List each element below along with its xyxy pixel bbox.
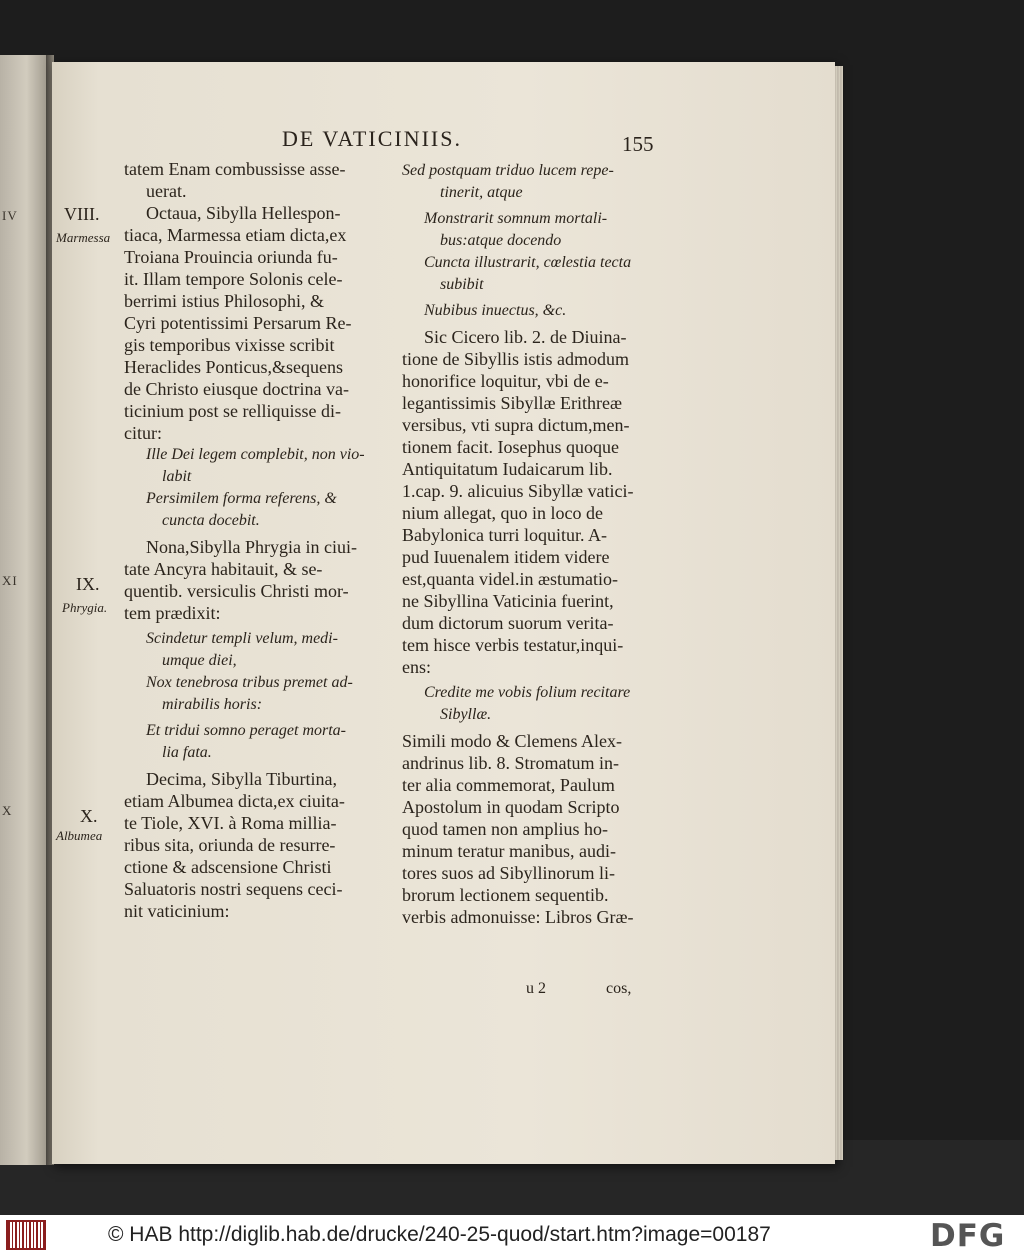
text-line: dum dictorum suorum verita- xyxy=(402,613,614,633)
text-line: Persimilem forma referens, & xyxy=(146,490,337,507)
text-line: quentib. versiculis Christi mor- xyxy=(124,581,349,601)
text-line: Monstrarit somnum mortali- xyxy=(424,210,608,227)
text-line: tem hisce verbis testatur,inqui- xyxy=(402,635,624,655)
text-line: bus:atque docendo xyxy=(440,232,562,249)
text-line: honorifice loquitur, vbi de e- xyxy=(402,371,609,391)
text-line: tatem Enam combussisse asse- xyxy=(124,159,346,179)
text-line: Cuncta illustrarit, cœlestia tecta xyxy=(424,254,632,271)
text-line: Babylonica turri loquitur. A- xyxy=(402,525,607,545)
text-line: Octaua, Sibylla Hellespon- xyxy=(146,203,341,223)
text-line: cuncta docebit. xyxy=(162,512,260,529)
facing-page-edge xyxy=(0,55,48,1165)
text-line: berrimi istius Philosophi, & xyxy=(124,291,325,311)
text-line: mirabilis horis: xyxy=(162,696,263,713)
text-line: nium allegat, quo in loco de xyxy=(402,503,603,523)
text-line: labit xyxy=(162,468,192,485)
text-line: lia fata. xyxy=(162,744,212,761)
facing-page-fragment: IV xyxy=(2,208,18,223)
text-line: Antiquitatum Iudaicarum lib. xyxy=(402,459,613,479)
text-line: Sic Cicero lib. 2. de Diuina- xyxy=(424,327,627,347)
dfg-logo: DFG xyxy=(930,1218,1006,1254)
text-line: tem prædixit: xyxy=(124,603,221,623)
text-line: citur: xyxy=(124,423,162,443)
facing-page-fragment: XI xyxy=(2,573,18,588)
text-line: Troiana Prouincia oriunda fu- xyxy=(124,247,338,267)
margin-number-ix: IX. xyxy=(76,574,100,594)
text-line: Cyri potentissimi Persarum Re- xyxy=(124,313,352,333)
text-line: andrinus lib. 8. Stromatum in- xyxy=(402,753,619,773)
margin-name-phrygia: Phrygia. xyxy=(62,600,108,615)
text-line: brorum lectionem sequentib. xyxy=(402,885,609,905)
text-line: de Christo eiusque doctrina va- xyxy=(124,379,349,399)
text-line: it. Illam tempore Solonis cele- xyxy=(124,269,343,289)
text-line: tionem facit. Iosephus quoque xyxy=(402,437,619,457)
facing-page-fragment: X xyxy=(2,803,13,818)
text-line: Nubibus inuectus, &c. xyxy=(424,302,567,319)
text-line: verbis admonuisse: Libros Græ- xyxy=(402,907,634,927)
margin-number-viii: VIII. xyxy=(64,204,100,224)
margin-number-x: X. xyxy=(80,806,98,826)
text-line: ribus sita, oriunda de resurre- xyxy=(124,835,336,855)
text-line: Decima, Sibylla Tiburtina, xyxy=(146,769,337,789)
text-line: legantissimis Sibyllæ Erithreæ xyxy=(402,393,622,413)
page-number: 155 xyxy=(622,132,654,156)
text-line: pud Iuuenalem itidem videre xyxy=(402,547,610,567)
text-line: gis temporibus vixisse scribit xyxy=(124,335,335,355)
text-line: Apostolum in quodam Scripto xyxy=(402,797,620,817)
text-line: tiaca, Marmessa etiam dicta,ex xyxy=(124,225,347,245)
text-line: versibus, vti supra dictum,men- xyxy=(402,415,630,435)
text-line: Et tridui somno peraget morta- xyxy=(146,722,346,739)
copyright-url-text: © HAB http://diglib.hab.de/drucke/240-25-quod/start.htm?image=00187 xyxy=(108,1223,771,1246)
page-edges xyxy=(835,66,843,1160)
text-line: Credite me vobis folium recitare xyxy=(424,684,631,701)
text-line: ter alia commemorat, Paulum xyxy=(402,775,615,795)
text-line: ens: xyxy=(402,657,431,677)
text-line: 1.cap. 9. alicuius Sibyllæ vatici- xyxy=(402,481,634,501)
text-line: ne Sibyllina Vaticinia fuerint, xyxy=(402,591,614,611)
hab-logo-icon xyxy=(6,1220,46,1250)
left-text-column xyxy=(124,158,380,922)
text-line: ticinium post se relliquisse di- xyxy=(124,401,341,421)
text-line: Simili modo & Clemens Alex- xyxy=(402,731,622,751)
text-line: tinerit, atque xyxy=(440,184,523,201)
catchword: cos, xyxy=(606,980,632,997)
text-line: tores suos ad Sibyllinorum li- xyxy=(402,863,615,883)
text-line: ctione & adscensione Christi xyxy=(124,857,332,877)
text-line: Ille Dei legem complebit, non vio- xyxy=(146,446,365,463)
signature-mark: u 2 xyxy=(526,980,546,997)
text-line: Nona,Sibylla Phrygia in ciui- xyxy=(146,537,357,557)
running-head: DE VATICINIIS. xyxy=(282,126,462,151)
text-line: nit vaticinium: xyxy=(124,901,230,921)
text-line: etiam Albumea dicta,ex ciuita- xyxy=(124,791,345,811)
text-line: Saluatoris nostri sequens ceci- xyxy=(124,879,343,899)
text-line: Scindetur templi velum, medi- xyxy=(146,630,338,647)
text-line: te Tiole, XVI. à Roma millia- xyxy=(124,813,337,833)
text-line: uerat. xyxy=(146,181,187,201)
text-line: tione de Sibyllis istis admodum xyxy=(402,349,630,369)
text-line: minum teratur manibus, audi- xyxy=(402,841,616,861)
text-line: est,quanta videl.in æstumatio- xyxy=(402,569,618,589)
text-line: Heraclides Ponticus,&sequens xyxy=(124,357,343,377)
text-line: quod tamen non amplius ho- xyxy=(402,819,608,839)
footer-bar xyxy=(0,1215,1024,1255)
text-line: Sed postquam triduo lucem repe- xyxy=(402,162,614,179)
text-line: subibit xyxy=(440,276,484,293)
text-line: umque diei, xyxy=(162,652,237,669)
right-text-column xyxy=(402,160,654,928)
margin-name-albumea: Albumea xyxy=(56,828,103,843)
text-line: Sibyllæ. xyxy=(440,706,492,723)
margin-name-marmessa: Marmessa xyxy=(56,230,111,245)
text-line: Nox tenebrosa tribus premet ad- xyxy=(146,674,353,691)
text-line: tate Ancyra habitauit, & se- xyxy=(124,559,323,579)
